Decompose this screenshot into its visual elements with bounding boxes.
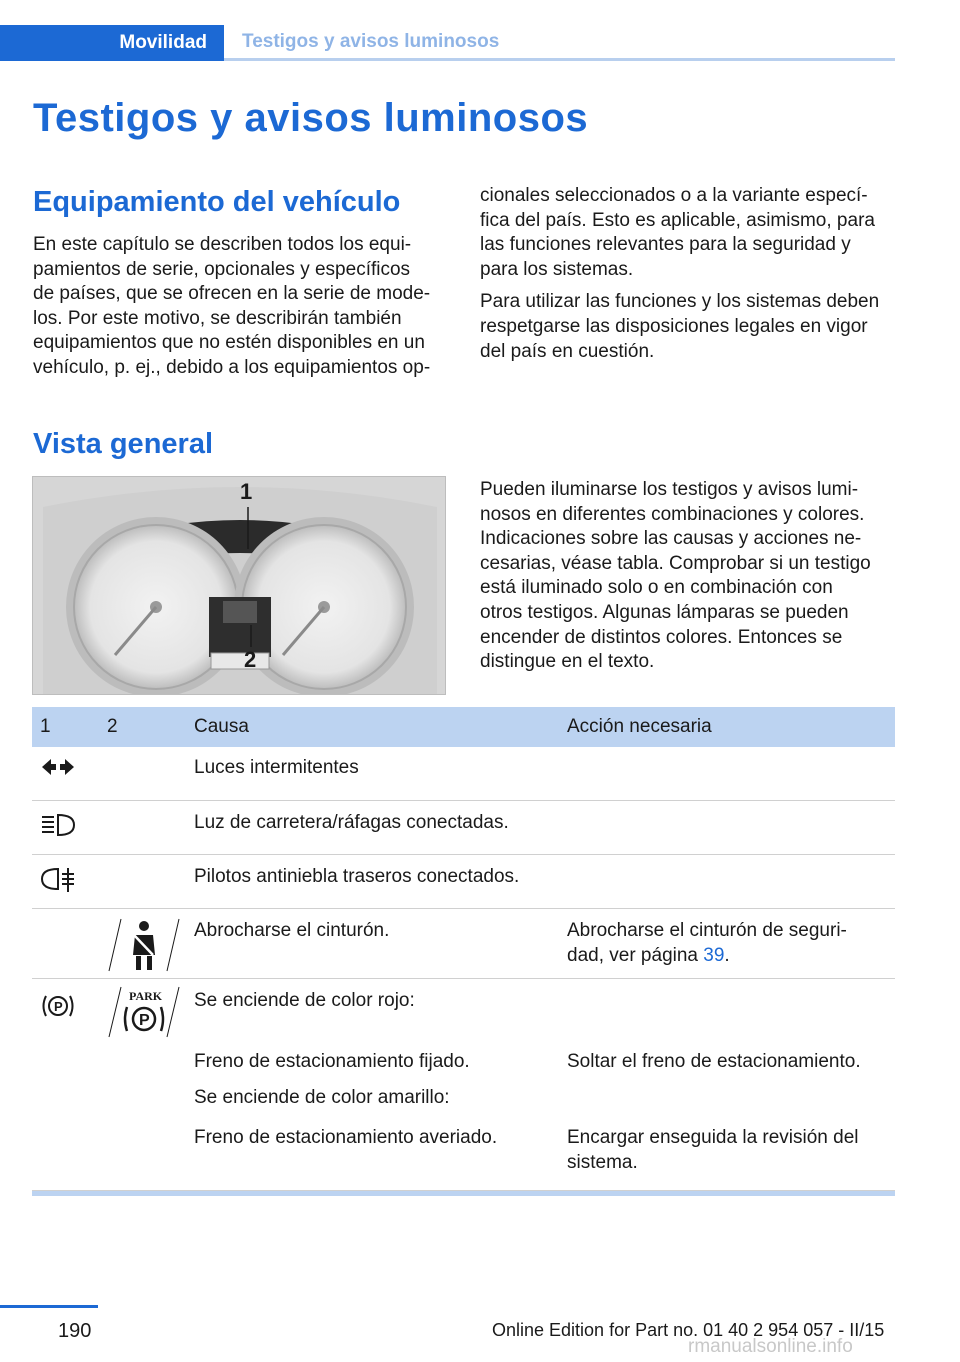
cause-heading-yellow: Se enciende de color amarillo: [194,1087,450,1108]
rear-fog-light-icon [40,867,76,900]
table-bottom-rule [32,1191,895,1196]
action-line: Abrocharse el cinturón de seguri‐ [567,920,847,941]
section2-right-text [480,478,900,675]
cause-text-red: Freno de estacionamiento fijado. [194,1051,470,1072]
text-line: fica del país. Esto es aplicable, asimismo, para [480,209,875,231]
cause-text: Luces intermitentes [194,757,359,778]
cause-text: Abrocharse el cinturón. [194,920,390,941]
action-line [567,943,892,968]
text-line: de países, que se ofrecen en la serie de mode‐ [33,283,431,305]
table-row [32,979,895,1191]
text-line: vehículo, p. ej., debido a los equipamientos op‐ [33,356,431,378]
header-tab-section[interactable]: Testigos y avisos luminosos [224,25,895,61]
text-line: pamientos de serie, opcionales y específicos [33,258,411,280]
text-line: Para utilizar las funciones y los sistemas deben [480,291,880,313]
text-line: otros testigos. Algunas lámparas se pueden [480,601,849,623]
text-line: cesarias, véase tabla. Comprobar si un testigo [480,552,871,574]
section1-left-text [33,233,453,381]
table-header [32,707,895,747]
callout-1: 1 [240,479,253,504]
text-line: Pueden iluminarse los testigos y avisos lumi‐ [480,479,859,500]
text-line: está iluminado solo o en combinación con [480,577,833,599]
park-label: PARK [129,989,163,1003]
cause-text-yellow: Freno de estacionamiento averiado. [194,1127,498,1148]
park-brake-icon [107,985,181,1046]
edition-text: Online Edition for Part no. 01 40 2 954 057 - II/15 [492,1320,885,1340]
warning-lamps-table [32,707,895,1196]
header-tab-movilidad[interactable]: Movilidad [0,25,224,61]
seatbelt-icon [107,915,181,980]
callout-2: 2 [244,647,257,672]
instrument-cluster-illustration [33,477,446,695]
text-line: las funciones relevantes para la seguridad y [480,234,851,256]
watermark: rmanualsonline.info [688,1336,853,1357]
text-line: para los sistemas. [480,258,634,280]
cause-text: Luz de carretera/ráfagas conectadas. [194,812,509,833]
action-text-yellow [567,1125,892,1175]
page-title: Testigos y avisos luminosos [33,96,589,140]
action-line: sistema. [567,1152,638,1173]
table-row [32,909,895,979]
col-header-action: Acción necesaria [567,716,712,737]
turn-signal-icon [40,757,76,784]
text-line: equipamientos que no estén disponibles en un [33,332,425,354]
cause-text: Pilotos antiniebla traseros conectados. [194,866,520,887]
section-heading-vista-general: Vista general [33,428,214,460]
text-line: cionales seleccionados o a la variante especí‐ [480,185,868,206]
text-line: En este capítulo se describen todos los equi‐ [33,234,412,255]
text-line: Indicaciones sobre las causas y acciones ne‐ [480,528,862,550]
section-heading-equipamiento: Equipamiento del vehículo [33,186,401,218]
action-line: Encargar enseguida la revisión del [567,1127,859,1148]
svg-text:P: P [54,999,63,1014]
col-header-cause: Causa [194,716,249,737]
text-line: los. Por este motivo, se describirán también [33,307,402,329]
page-link-39[interactable]: 39 [703,945,725,966]
text-line: encender de distintos colores. Entonces se [480,626,843,648]
page-number: 190 [58,1320,92,1342]
text-line: respetgarse las disposiciones legales en vigor [480,315,868,337]
action-text-suffix: . [724,945,730,966]
section1-right-text [480,184,900,364]
action-text-red: Soltar el freno de estacionamiento. [567,1051,861,1072]
table-row [32,801,895,855]
table-row [32,855,895,909]
action-text-prefix: dad, ver página [567,945,704,966]
text-line: distingue en el texto. [480,651,655,673]
park-letter: P [139,1012,150,1029]
col-header-1: 1 [40,716,51,737]
text-line: del país en cuestión. [480,340,655,362]
col-header-2: 2 [107,716,118,737]
action-text [567,918,892,968]
text-line: nosos en diferentes combinaciones y colores. [480,503,865,525]
instrument-cluster-image [32,476,446,695]
cause-heading-red: Se enciende de color rojo: [194,990,415,1011]
high-beam-icon [40,813,76,844]
parking-brake-icon [40,993,76,1026]
footer-rule [0,1305,98,1308]
table-row [32,747,895,801]
